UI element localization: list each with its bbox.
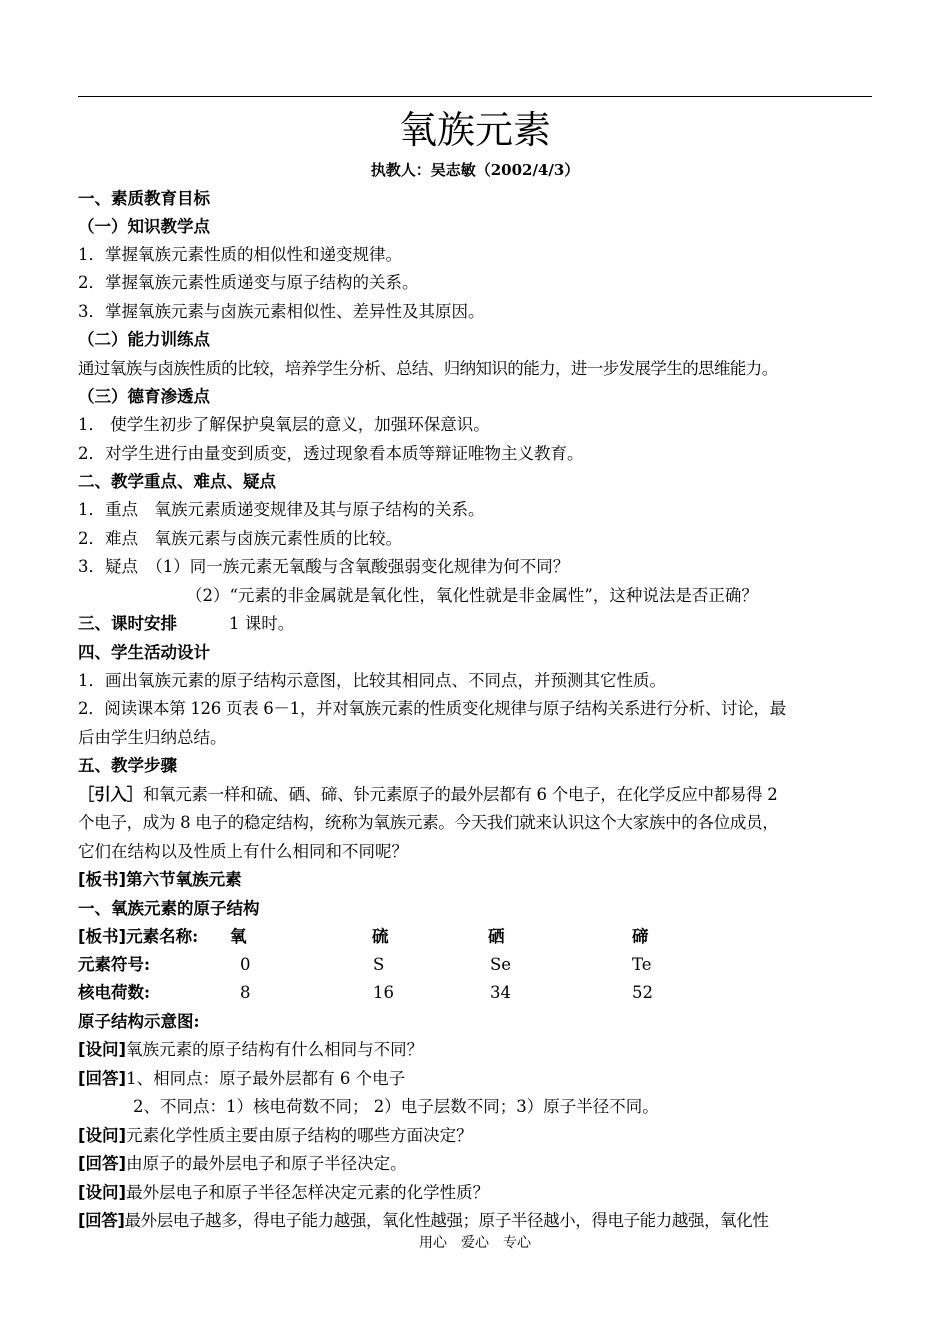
key-point-1: 1．重点 氧族元素质递变规律及其与原子结构的关系。 <box>78 500 485 519</box>
answer-2: 由原子的最外层电子和原子半径决定。 <box>126 1154 407 1173</box>
board-text-1: 第六节氧族元素 <box>126 870 242 889</box>
question-2-line <box>78 1124 878 1148</box>
moral-item-1: 1． 使学生初步了解保护臭氧层的意义，加强环保意识。 <box>78 415 490 434</box>
nuclear-charge-2: 34 <box>490 983 511 1002</box>
element-symbol-1: S <box>373 955 385 974</box>
question-1-line <box>78 1038 878 1062</box>
label-nuclear-charge: 核电荷数: <box>78 983 151 1002</box>
activity-item-2b: 后由学生归纳总结。 <box>78 728 227 747</box>
ability-text: 通过氧族与卤族性质的比较，培养学生分析、总结、归纳知识的能力，进一步发展学生的思维能力。 <box>78 359 778 378</box>
knowledge-item-3: 3．掌握氧族元素与卤族元素相似性、差异性及其原因。 <box>78 302 485 321</box>
intro-text-1: 和氧元素一样和硫、硒、碲、钋元素原子的最外层都有 6 个电子，在化学反应中都易得 2 <box>142 785 778 804</box>
answer-2-line <box>78 1152 878 1176</box>
nuclear-charge-1: 16 <box>373 983 394 1002</box>
activity-item-1: 1．画出氧族元素的原子结构示意图，比较其相同点、不同点，并预测其它性质。 <box>78 671 666 690</box>
question-tag-2: [设问] <box>78 1126 127 1145</box>
section-3-value: 1 课时。 <box>229 614 295 633</box>
nuclear-charge-0: 8 <box>240 983 251 1002</box>
answer-tag-1: [回答] <box>78 1069 127 1088</box>
element-symbol-2: Se <box>490 955 512 974</box>
question-2: 元素化学性质主要由原子结构的哪些方面决定？ <box>126 1126 473 1145</box>
page-title: 氧族元素 <box>398 108 551 152</box>
section-1c-heading: （三）德育渗透点 <box>78 387 210 406</box>
diagram-label: 原子结构示意图: <box>78 1012 200 1031</box>
header-rule <box>78 96 872 97</box>
answer-tag-2: [回答] <box>78 1154 127 1173</box>
answer-3: 最外层电子越多，得电子能力越强，氧化性越强；原子半径越小，得电子能力越强，氧化性 <box>124 1211 769 1230</box>
answer-1-part-2: 2、不同点：1）核电荷数不同； 2）电子层数不同；3）原子半径不同。 <box>133 1097 659 1116</box>
key-point-2: 2．难点 氧族元素与卤族元素性质的比较。 <box>78 529 402 548</box>
section-1a-heading: （一）知识教学点 <box>78 217 210 236</box>
table-name-row-label <box>78 925 198 949</box>
question-tag-3: [设问] <box>78 1183 127 1202</box>
author-line: 执教人：吴志敏（2002/4/3） <box>370 161 580 179</box>
answer-1-line <box>78 1067 878 1091</box>
section-1b-heading: （二）能力训练点 <box>78 330 210 349</box>
element-name-3: 碲 <box>632 927 649 946</box>
intro-tag: ［引入］ <box>78 785 143 804</box>
intro-line-3: 它们在结构以及性质上有什么相同和不同呢？ <box>78 842 408 861</box>
question-1: 氧族元素的原子结构有什么相同与不同？ <box>126 1040 424 1059</box>
element-name-1: 硫 <box>372 927 389 946</box>
answer-1-part-1: 1、相同点：原子最外层都有 6 个电子 <box>126 1069 406 1088</box>
question-tag-1: [设问] <box>78 1040 127 1059</box>
activity-item-2a: 2．阅读课本第 126 页表 6－1，并对氧族元素的性质变化规律与原子结构关系进行分析、讨论，最 <box>78 699 786 718</box>
nuclear-charge-3: 52 <box>632 983 653 1002</box>
key-point-3: 3．疑点 （1）同一族元素无氧酸与含氧酸强弱变化规律为何不同？ <box>78 557 570 576</box>
page-footer: 用心 爱心 专心 <box>419 1235 531 1251</box>
intro-line-2: 个电子，成为 8 电子的稳定结构，统称为氧族元素。今天我们就来认识这个大家族中的各位成员， <box>78 813 779 832</box>
section-4-heading: 四、学生活动设计 <box>78 643 210 662</box>
question-3: 最外层电子和原子半径怎样决定元素的化学性质？ <box>126 1183 490 1202</box>
board-line-1 <box>78 868 878 892</box>
label-element-symbol: 元素符号: <box>78 955 151 974</box>
section-3-heading: 三、课时安排 <box>78 614 177 633</box>
label-element-name: 元素名称: <box>126 927 199 946</box>
element-symbol-3: Te <box>632 955 652 974</box>
section-5-heading: 五、教学步骤 <box>78 756 177 775</box>
board-tag: [板书] <box>78 870 127 889</box>
intro-line-1 <box>78 783 878 807</box>
section-2-heading: 二、教学重点、难点、疑点 <box>78 472 276 491</box>
question-3-line <box>78 1181 878 1205</box>
section-1-heading: 一、素质教育目标 <box>78 189 210 208</box>
key-point-4: （2）“元素的非金属就是氧化性，氧化性就是非金属性”，这种说法是否正确？ <box>186 586 758 605</box>
board-line-2: 一、氧族元素的原子结构 <box>78 899 260 918</box>
board-tag-table: [板书] <box>78 927 127 946</box>
answer-tag-3: [回答] <box>78 1211 125 1230</box>
answer-3-line <box>78 1209 878 1233</box>
knowledge-item-1: 1．掌握氧族元素性质的相似性和递变规律。 <box>78 245 402 264</box>
moral-item-2: 2．对学生进行由量变到质变，透过现象看本质等辩证唯物主义教育。 <box>78 444 584 463</box>
section-3-line <box>78 612 878 636</box>
element-name-2: 硒 <box>488 927 505 946</box>
element-name-0: 氧 <box>230 927 247 946</box>
knowledge-item-2: 2．掌握氧族元素性质递变与原子结构的关系。 <box>78 273 419 292</box>
element-symbol-0: 0 <box>240 955 251 974</box>
